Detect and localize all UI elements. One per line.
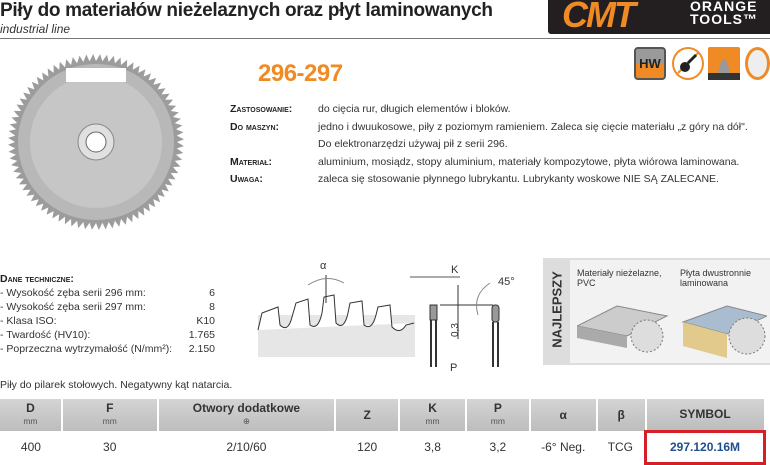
technical-data-heading: Dane techniczne: [0,273,74,285]
tech-value: 1.765 [188,329,215,341]
product-symbol-link[interactable]: 297.120.16M [646,431,765,463]
tech-value: 8 [209,301,215,313]
column-header-label: Otwory dodatkowe [192,401,301,415]
column-header [646,399,765,431]
column-header-label: Z [363,407,371,422]
logo-line1: ORANGE [690,0,758,14]
tech-label: - Twardość (HV10): [0,329,91,341]
table-cell: -6° Neg. [541,440,586,454]
best-for-panel [543,258,770,365]
table-cell: 120 [357,440,378,454]
column-header-label: P [493,401,502,415]
label-machines: Do maszyn: [230,120,279,133]
value-machines-2: Do elektronarzędzi używaj pił z serii 296. [318,138,508,150]
logo-line2: TOOLS™ [690,11,758,27]
tooth-profile-icon [708,47,740,80]
column-unit: mm [102,416,117,426]
column-header-label: F [106,401,114,415]
materials-illustration [577,296,767,362]
angle-label: 45° [498,276,515,288]
tech-row [0,314,215,328]
value-machines: jedno i dwuukosowe, piły z poziomym ramieniem. Zaleca się cięcie materiału „z góry na dół". [318,120,748,133]
column-header [466,399,530,431]
label-note: Uwaga: [230,173,263,185]
tooth-geometry-diagram [250,255,540,375]
table-cell: 30 [103,440,117,454]
tech-value: 2.150 [188,343,215,355]
column-header [399,399,466,431]
column-unit: mm [425,416,440,426]
series-number: 296-297 [258,60,343,87]
table-cell: TCG [607,440,634,454]
k-label: K [451,264,459,276]
label-material: Materiał: [230,155,273,168]
tech-label: - Wysokość zęba serii 297 mm: [0,301,146,313]
value-material: aluminium, mosiądz, stopy aluminium, materiały kompozytowe, płyta wiórowa laminowana. [318,155,740,168]
column-unit: mm [23,416,38,426]
page-title: Piły do materiałów nieżelaznych oraz płyt laminowanych [0,0,493,21]
saw-blade-image [0,42,196,242]
column-unit: ⊕ [242,416,250,426]
table-caption: Piły do pilarek stołowych. Negatywny kąt natarcia. [0,379,233,391]
column-header [530,399,597,431]
column-header [597,399,646,431]
tech-label: - Wysokość zęba serii 296 mm: [0,287,146,299]
material-1-label: Materiały nieżelazne, PVC [577,268,662,288]
material-2-label: Płyta dwustronnie laminowana [680,268,752,288]
value-note: zaleca się stosowanie płynnego lubrykantu. Lubrykanty woskowe NIE SĄ ZALECANE. [318,173,719,185]
product-table [0,399,766,465]
page-subtitle: industrial line [0,22,71,36]
divider [0,38,770,39]
logo-brand: CMT [562,0,634,35]
tech-row [0,328,215,342]
tech-value: 6 [209,287,215,299]
column-header-label: D [26,401,35,415]
column-header [158,399,336,431]
column-header-label: β [617,407,625,422]
value-application: do cięcia rur, długich elementów i bloków. [318,103,511,115]
tech-label: - Klasa ISO: [0,315,57,327]
table-cell: 400 [20,440,41,454]
alpha-label: α [320,260,327,272]
table-cell: 2/10/60 [226,440,267,454]
tech-row [0,300,215,314]
column-header-label: SYMBOL [679,406,731,421]
tech-label: - Poprzeczna wytrzymałość (N/mm²): [0,343,173,355]
table-cell: 3,2 [489,440,507,454]
column-header [0,399,62,431]
tech-row [0,342,215,356]
best-for-label: NAJLEPSZY [549,271,565,348]
cmt-logo [548,0,770,34]
column-header [62,399,158,431]
tech-row [0,286,215,300]
tech-value: K10 [196,315,215,327]
technical-data [0,273,215,356]
blade-badge-icon [745,47,770,80]
table-cell: 3,8 [424,440,441,454]
table-row [0,431,765,463]
description [230,101,748,189]
column-header [335,399,399,431]
depth-label: 0,3 [450,323,461,337]
column-header-label: K [428,401,437,415]
column-unit: mm [490,416,505,426]
table-header-row [0,399,765,431]
hw-icon: HW [634,47,666,80]
column-header-label: α [559,407,567,422]
p-label: P [450,362,458,374]
label-application: Zastosowanie: [230,103,293,115]
no-hand-feed-icon [672,47,704,80]
